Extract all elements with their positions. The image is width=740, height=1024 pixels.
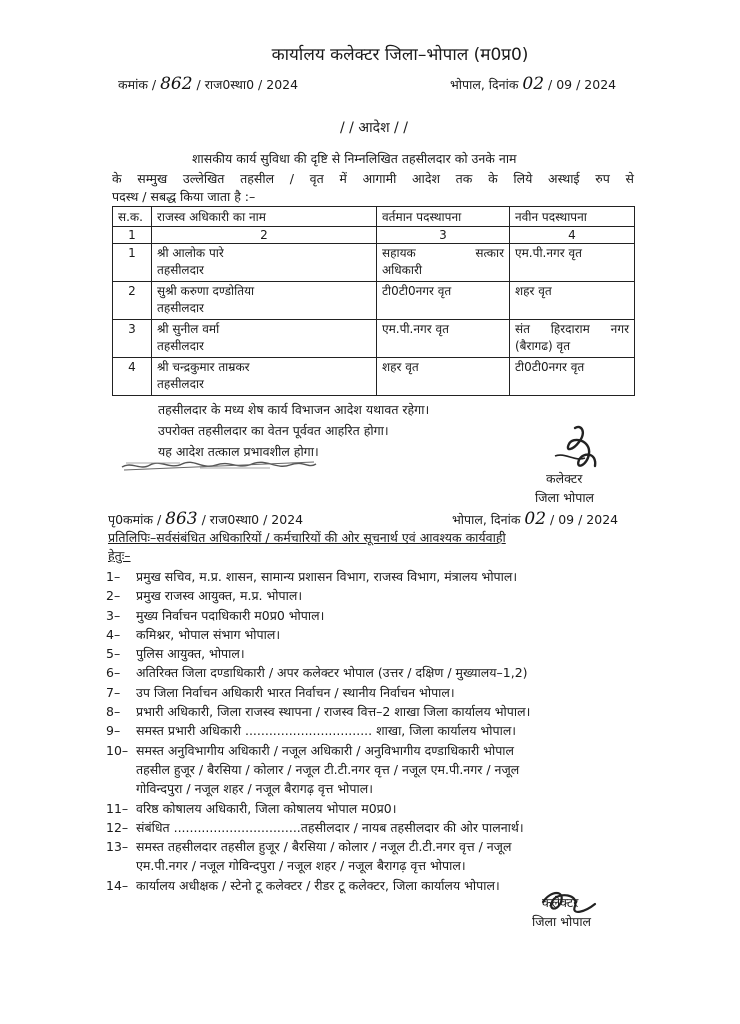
order-notes <box>158 399 429 462</box>
new-posting-cell <box>510 358 635 396</box>
list-item: 6– अतिरिक्त जिला दण्डाधिकारी / अपर कलेक्टर भोपाल (उत्तर / दक्षिण / मुख्यालय–1,2) <box>106 665 528 681</box>
copy-date: भोपाल, दिनांक 02 / 09 / 2024 <box>452 509 619 529</box>
order-number: कमांक / 862 / राज0स्था0 / 2024 <box>118 74 299 94</box>
col-number: 2 <box>152 227 377 244</box>
note-line: तहसीलदार के मध्य शेष कार्य विभाजन आदेश यथावत रहेगा। <box>158 402 430 417</box>
officer-designation: तहसीलदार <box>157 377 204 391</box>
current-posting-line: सहायक सत्कार <box>382 246 504 260</box>
header-new-posting: नवीन पदस्थापना <box>510 207 635 227</box>
signature-2-place: जिला भोपाल <box>532 914 592 929</box>
header-current-posting: वर्तमान पदस्थापना <box>377 207 510 227</box>
intro-line-3: पदस्थ / सबद्ध किया जाता है :– <box>112 189 256 204</box>
officer-designation: तहसीलदार <box>157 301 204 315</box>
officer-cell <box>152 358 377 396</box>
handwritten-order-number: 862 <box>160 74 193 94</box>
office-title: कार्यालय कलेक्टर जिला–भोपाल (म0प्र0) <box>271 45 529 65</box>
col-number: 3 <box>377 227 510 244</box>
current-posting-cell <box>377 282 510 320</box>
new-posting-line: शहर वृत <box>515 284 552 298</box>
current-posting-cell <box>377 244 510 282</box>
order-heading: / / आदेश / / <box>340 120 408 136</box>
table-row <box>113 320 635 358</box>
officer-name: श्री आलोक पारे <box>157 246 224 260</box>
signature-1-title: कलेक्टर <box>546 471 583 486</box>
list-item-continuation: एम.पी.नगर / नजूल गोविन्दपुरा / नजूल शहर / नजूल बैरागढ़ वृत्त भोपाल। <box>136 858 466 874</box>
table-column-number-row <box>113 227 635 244</box>
list-item: 7– उप जिला निर्वाचन अधिकारी भारत निर्वाचन / स्थानीय निर्वाचन भोपाल। <box>106 684 455 700</box>
list-item: 9– समस्त प्रभारी अधिकारी ................................ शाखा, जिला कार्यालय भोपाल। <box>106 723 517 739</box>
distribution-list <box>106 567 530 895</box>
handwritten-date: 02 <box>522 74 545 94</box>
table-row <box>113 244 635 282</box>
current-posting-cell <box>377 358 510 396</box>
current-posting-cell <box>377 320 510 358</box>
serial-cell: 1 <box>113 244 152 282</box>
copy-number: पृ0कमांक / 863 / राज0स्था0 / 2024 <box>108 509 304 529</box>
note-line: यह आदेश तत्काल प्रभावशील होगा। <box>158 444 319 459</box>
list-item: 3– मुख्य निर्वाचन पदाधिकारी म0प्र0 भोपाल। <box>106 607 325 623</box>
list-item: 12– संबंधित ................................तहसीलदार / नायब तहसीलदार की ओर पालनार्थ। <box>106 819 524 835</box>
list-item: 13– समस्त तहसीलदार तहसील हुजूर / बैरसिया / कोलार / नजूल टी.टी.नगर वृत्त / नजूल <box>106 839 512 855</box>
table-row <box>113 282 635 320</box>
list-item-continuation: गोविन्दपुरा / नजूल शहर / नजूल बैरागढ़ वृत्त भोपाल। <box>136 781 373 797</box>
new-posting-cell <box>510 282 635 320</box>
handwritten-copy-number: 863 <box>165 509 198 529</box>
serial-cell: 3 <box>113 320 152 358</box>
list-item: 5– पुलिस आयुक्त, भोपाल। <box>106 646 245 662</box>
list-item: 10– समस्त अनुविभागीय अधिकारी / नजूल अधिकारी / अनुविभागीय दण्डाधिकारी भोपाल <box>106 742 515 758</box>
current-posting-line: अधिकारी <box>382 263 422 277</box>
intro-line-1: शासकीय कार्य सुविधा की दृष्टि से निम्नलिखित तहसीलदार को उनके नाम <box>192 151 517 166</box>
officer-cell <box>152 320 377 358</box>
list-item: 14– कार्यालय अधीक्षक / स्टेनो टू कलेक्टर / रीडर टू कलेक्टर, जिला कार्यालय भोपाल। <box>106 877 500 893</box>
col-number: 4 <box>510 227 635 244</box>
new-posting-cell <box>510 320 635 358</box>
officer-name: सुश्री करुणा दण्डोतिया <box>157 284 255 298</box>
list-item: 1– प्रमुख सचिव, म.प्र. शासन, सामान्य प्रशासन विभाग, राजस्व विभाग, मंत्रालय भोपाल। <box>106 569 518 584</box>
note-line: उपरोक्त तहसीलदार का वेतन पूर्ववत आहरित होगा। <box>158 423 389 438</box>
serial-cell: 2 <box>113 282 152 320</box>
serial-cell: 4 <box>113 358 152 396</box>
copy-to-purpose: हेतुः– <box>108 548 131 563</box>
officer-cell <box>152 282 377 320</box>
current-posting-line: एम.पी.नगर वृत <box>382 322 450 336</box>
new-posting-line: (बैरागढ) वृत <box>515 339 571 353</box>
officer-name: श्री चन्द्रकुमार ताम्रकर <box>157 360 250 374</box>
new-posting-line: टी0टी0नगर वृत <box>515 360 585 374</box>
transfer-table <box>112 206 635 396</box>
officer-cell <box>152 244 377 282</box>
list-item-continuation: तहसील हुजूर / बैरसिया / कोलार / नजूल टी.टी.नगर वृत्त / नजूल एम.पी.नगर / नजूल <box>136 761 520 777</box>
officer-designation: तहसीलदार <box>157 263 204 277</box>
intro-line-2: के सम्मुख उल्लेखित तहसील / वृत में आगामी आदेश तक के लिये अस्थाई रुप से <box>112 171 634 186</box>
header-officer-name: राजस्व अधिकारी का नाम <box>152 207 377 227</box>
copy-to-line: प्रतिलिपिः–सर्वसंबंधित अधिकारियों / कर्मचारियों की ओर सूचनार्थ एवं आवश्यक कार्यवाही <box>108 530 506 545</box>
list-item: 11– वरिष्ठ कोषालय अधिकारी, जिला कोषालय भोपाल म0प्र0। <box>106 800 397 816</box>
officer-designation: तहसीलदार <box>157 339 204 353</box>
table-header-row <box>113 207 635 227</box>
order-date: भोपाल, दिनांक 02 / 09 / 2024 <box>450 74 617 94</box>
struck-out-scribble <box>120 458 320 474</box>
list-item: 4– कमिश्नर, भोपाल संभाग भोपाल। <box>106 626 281 642</box>
signature-2-title: कलेक्टर <box>542 895 579 910</box>
header-serial: स.क. <box>113 207 152 227</box>
table-row <box>113 358 635 396</box>
signature-1-place: जिला भोपाल <box>535 490 595 505</box>
col-number: 1 <box>113 227 152 244</box>
handwritten-copy-date: 02 <box>524 509 547 529</box>
list-item: 2– प्रमुख राजस्व आयुक्त, म.प्र. भोपाल। <box>106 588 303 604</box>
current-posting-line: टी0टी0नगर वृत <box>382 284 452 298</box>
list-item: 8– प्रभारी अधिकारी, जिला राजस्व स्थापना / राजस्व वित्त–2 शाखा जिला कार्यालय भोपाल। <box>106 704 531 720</box>
new-posting-line: एम.पी.नगर वृत <box>515 246 583 260</box>
current-posting-line: शहर वृत <box>382 360 419 374</box>
new-posting-line: संत हिरदाराम नगर <box>515 322 629 336</box>
officer-name: श्री सुनील वर्मा <box>157 322 220 336</box>
new-posting-cell <box>510 244 635 282</box>
